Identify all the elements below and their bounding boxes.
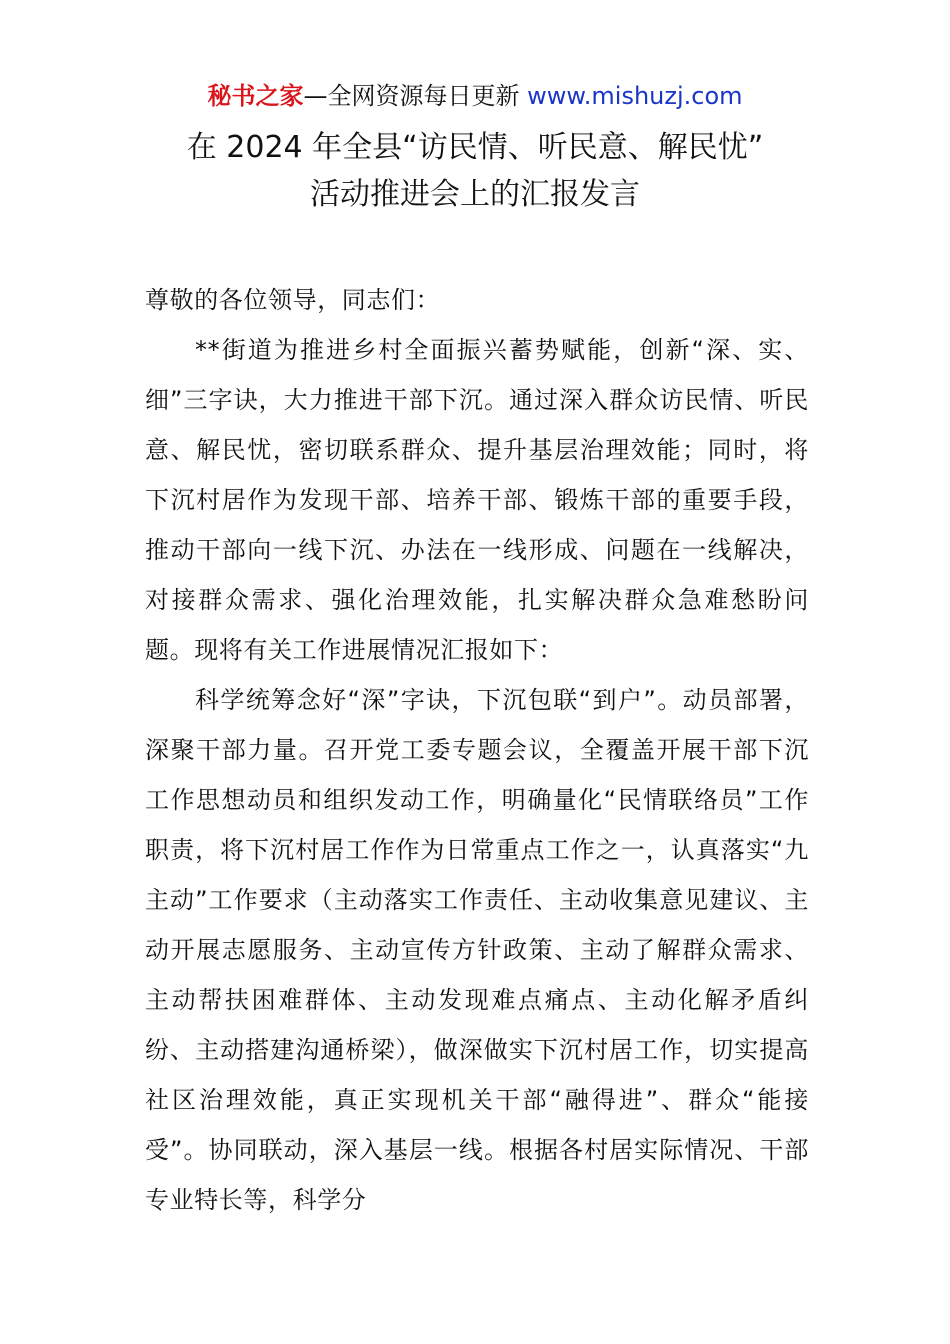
document-title-line-2: 活动推进会上的汇报发言 xyxy=(310,177,640,212)
salutation: 尊敬的各位领导，同志们： xyxy=(145,286,441,314)
brand-name: 秘书之家 xyxy=(207,82,304,110)
body-paragraph-1: **街道为推进乡村全面振兴蓄势赋能，创新“深、实、细”三字诀，大力推进干部下沉。通过深入群众访民情、听民意、解民忧，密切联系群众、提升基层治理效能；同时，将下沉村居作为发现干部、培养干部、锻炼干部的重要手段，推动干部向一线下沉、办法在一线形成、问题在一线解决，对接群众需求、强化治理效能，扎实解决群众急难愁盼问题。现将有关工作进展情况汇报如下： xyxy=(145,336,809,664)
document-body xyxy=(145,275,809,1225)
document-title-line-1: 在 2024 年全县“访民情、听民意、解民忧” xyxy=(186,130,764,165)
site-url-link[interactable]: www.mishuzj.com xyxy=(527,82,743,110)
site-header xyxy=(0,80,950,112)
body-paragraph-2: 科学统筹念好“深”字诀，下沉包联“到户”。动员部署，深聚干部力量。召开党工委专题会议，全覆盖开展干部下沉工作思想动员和组织发动工作，明确量化“民情联络员”工作职责，将下沉村居工作作为日常重点工作之一，认真落实“九主动”工作要求（主动落实工作责任、主动收集意见建议、主动开展志愿服务、主动宣传方针政策、主动了解群众需求、主动帮扶困难群体、主动发现难点痛点、主动化解矛盾纠纷、主动搭建沟通桥梁），做深做实下沉村居工作，切实提高社区治理效能，真正实现机关干部“融得进”、群众“能接受”。协同联动，深入基层一线。根据各村居实际情况、干部专业特长等，科学分 xyxy=(145,686,809,1214)
header-tagline: —全网资源每日更新 xyxy=(303,82,528,110)
